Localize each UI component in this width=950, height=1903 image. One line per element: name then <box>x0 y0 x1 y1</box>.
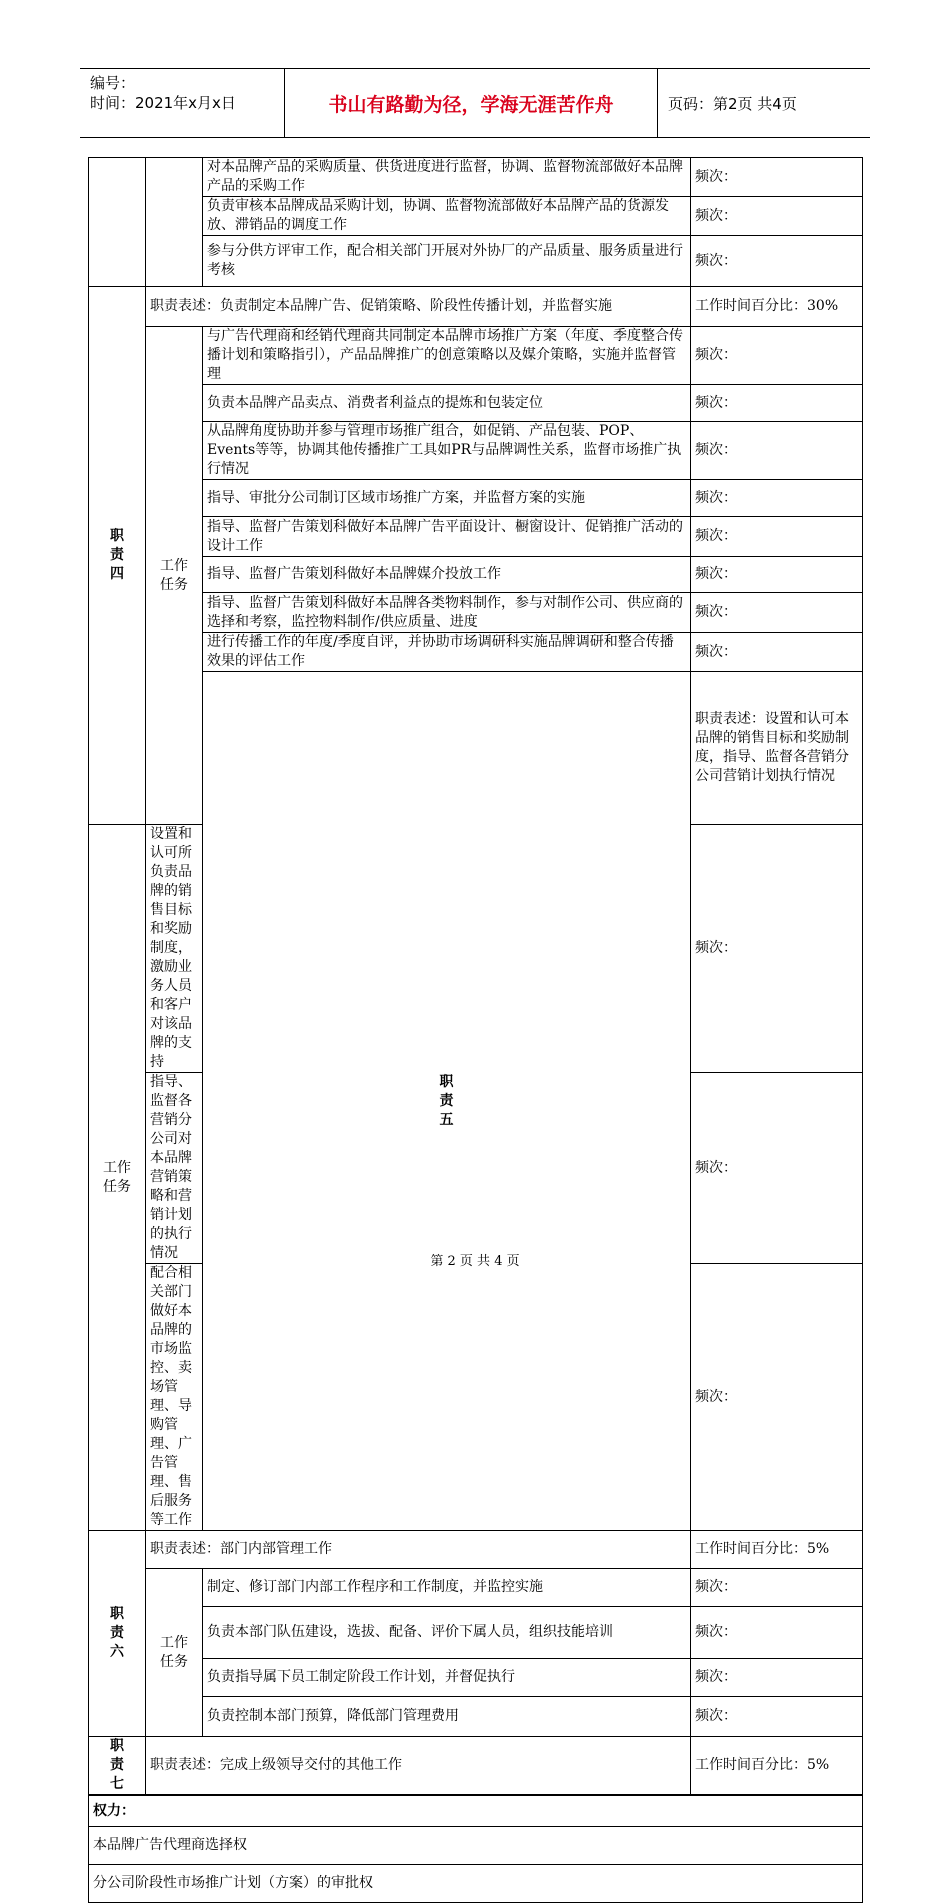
table-row <box>89 480 863 517</box>
task-text: 负责指导属下员工制定阶段工作计划，并督促执行 <box>203 1659 691 1697</box>
table-row <box>89 236 863 287</box>
table-row <box>89 1531 863 1569</box>
duty-description: 职责表述：负责制定本品牌广告、促销策略、阶段性传播计划，并监督实施 <box>146 287 691 327</box>
task-text: 负责本部门队伍建设，选拔、配备、评价下属人员，组织技能培训 <box>203 1607 691 1659</box>
task-text: 负责控制本部门预算，降低部门管理费用 <box>203 1697 691 1737</box>
number-label: 编号： <box>90 74 136 92</box>
frequency-cell: 频次： <box>691 1264 863 1531</box>
task-text: 对本品牌产品的采购质量、供货进度进行监督，协调、监督物流部做好本品牌产品的采购工作 <box>203 158 691 197</box>
table-row <box>89 1827 863 1865</box>
frequency-cell: 频次： <box>691 517 863 557</box>
table-row <box>89 672 863 825</box>
task-text: 参与分供方评审工作，配合相关部门开展对外协厂的产品质量、服务质量进行考核 <box>203 236 691 287</box>
frequency-cell: 频次： <box>691 197 863 236</box>
power-title: 权力： <box>89 1795 863 1827</box>
table-row <box>89 287 863 327</box>
task-text: 指导、监督广告策划科做好本品牌媒介投放工作 <box>203 557 691 593</box>
frequency-cell: 频次： <box>691 327 863 385</box>
task-text: 指导、监督广告策划科做好本品牌广告平面设计、橱窗设计、促销推广活动的设计工作 <box>203 517 691 557</box>
task-text: 负责本品牌产品卖点、消费者利益点的提炼和包装定位 <box>203 385 691 422</box>
task-label-cont <box>146 158 203 287</box>
duties-table <box>88 157 863 1903</box>
table-row <box>89 1737 863 1796</box>
task-text: 指导、审批分公司制订区域市场推广方案，并监督方案的实施 <box>203 480 691 517</box>
table-row <box>89 633 863 672</box>
table-row <box>89 327 863 385</box>
header-meta <box>80 69 284 137</box>
table-row <box>89 197 863 236</box>
time-percentage: 工作时间百分比：5% <box>691 1531 863 1569</box>
duty-label: 职 责 六 <box>89 1531 146 1737</box>
frequency-cell: 频次： <box>691 825 863 1073</box>
frequency-cell: 频次： <box>691 1073 863 1264</box>
table-row <box>89 158 863 197</box>
frequency-cell: 频次： <box>691 1659 863 1697</box>
task-text: 配合相关部门做好本品牌的市场监控、卖场管理、导购管理、广告管理、售后服务等工作 <box>146 1264 203 1531</box>
task-text: 制定、修订部门内部工作程序和工作制度，并监控实施 <box>203 1569 691 1607</box>
frequency-cell: 频次： <box>691 557 863 593</box>
table-row <box>89 557 863 593</box>
table-row <box>89 1659 863 1697</box>
task-text: 指导、监督广告策划科做好本品牌各类物料制作，参与对制作公司、供应商的选择和考察，监控物料制作/供应质量、进度 <box>203 593 691 633</box>
table-row <box>89 1795 863 1827</box>
page-footer: 第 2 页 共 4 页 <box>430 1254 520 1269</box>
frequency-cell: 频次： <box>691 633 863 672</box>
frequency-cell: 频次： <box>691 1697 863 1737</box>
task-text: 进行传播工作的年度/季度自评，并协助市场调研科实施品牌调研和整合传播效果的评估工作 <box>203 633 691 672</box>
table-row <box>89 593 863 633</box>
table-row <box>89 517 863 557</box>
page-header <box>80 68 870 138</box>
frequency-cell: 频次： <box>691 422 863 480</box>
task-text: 指导、监督各营销分公司对本品牌营销策略和营销计划的执行情况 <box>146 1073 203 1264</box>
header-page-number: 页码：第2页 共4页 <box>668 94 797 113</box>
time-percentage: 工作时间百分比：30% <box>691 287 863 327</box>
frequency-cell: 频次： <box>691 1607 863 1659</box>
task-label: 工作 任务 <box>89 825 146 1531</box>
duty-label: 职 责 四 <box>89 287 146 825</box>
task-text: 从品牌角度协助并参与管理市场推广组合，如促销、产品包装、POP、Events等等，协调其他传播推广工具如PR与品牌调性关系，监督市场推广执行情况 <box>203 422 691 480</box>
table-row <box>89 1865 863 1903</box>
task-text: 设置和认可所负责品牌的销售目标和奖励制度，激励业务人员和客户对该品牌的支持 <box>146 825 203 1073</box>
frequency-cell: 频次： <box>691 593 863 633</box>
table-row <box>89 1697 863 1737</box>
duty-label: 职 责 五 <box>203 672 691 1531</box>
power-item: 分公司阶段性市场推广计划（方案）的审批权 <box>89 1865 863 1903</box>
task-label: 工作 任务 <box>146 1569 203 1737</box>
table-row <box>89 1569 863 1607</box>
frequency-cell: 频次： <box>691 236 863 287</box>
frequency-cell: 频次： <box>691 158 863 197</box>
frequency-cell: 频次： <box>691 385 863 422</box>
table-row <box>89 422 863 480</box>
table-row <box>89 1607 863 1659</box>
duty-description: 职责表述：部门内部管理工作 <box>146 1531 691 1569</box>
duty-label-cont <box>89 158 146 287</box>
time-label: 时间：2021年x月x日 <box>90 94 236 112</box>
time-percentage: 工作时间百分比：5% <box>691 1737 863 1796</box>
header-motto: 书山有路勤为径，学海无涯苦作舟 <box>284 69 658 137</box>
frequency-cell: 频次： <box>691 480 863 517</box>
frequency-cell: 频次： <box>691 1569 863 1607</box>
duty-description: 职责表述：完成上级领导交付的其他工作 <box>146 1737 691 1796</box>
power-item: 本品牌广告代理商选择权 <box>89 1827 863 1865</box>
task-label: 工作 任务 <box>146 327 203 825</box>
task-text: 与广告代理商和经销代理商共同制定本品牌市场推广方案（年度、季度整合传播计划和策略指引），产品品牌推广的创意策略以及媒介策略，实施并监督管理 <box>203 327 691 385</box>
duty-description: 职责表述：设置和认可本品牌的销售目标和奖励制度，指导、监督各营销分公司营销计划执行情况 <box>691 672 863 825</box>
duty-label: 职 责 七 <box>89 1737 146 1796</box>
task-text: 负责审核本品牌成品采购计划，协调、监督物流部做好本品牌产品的货源发放、滞销品的调度工作 <box>203 197 691 236</box>
table-row <box>89 385 863 422</box>
